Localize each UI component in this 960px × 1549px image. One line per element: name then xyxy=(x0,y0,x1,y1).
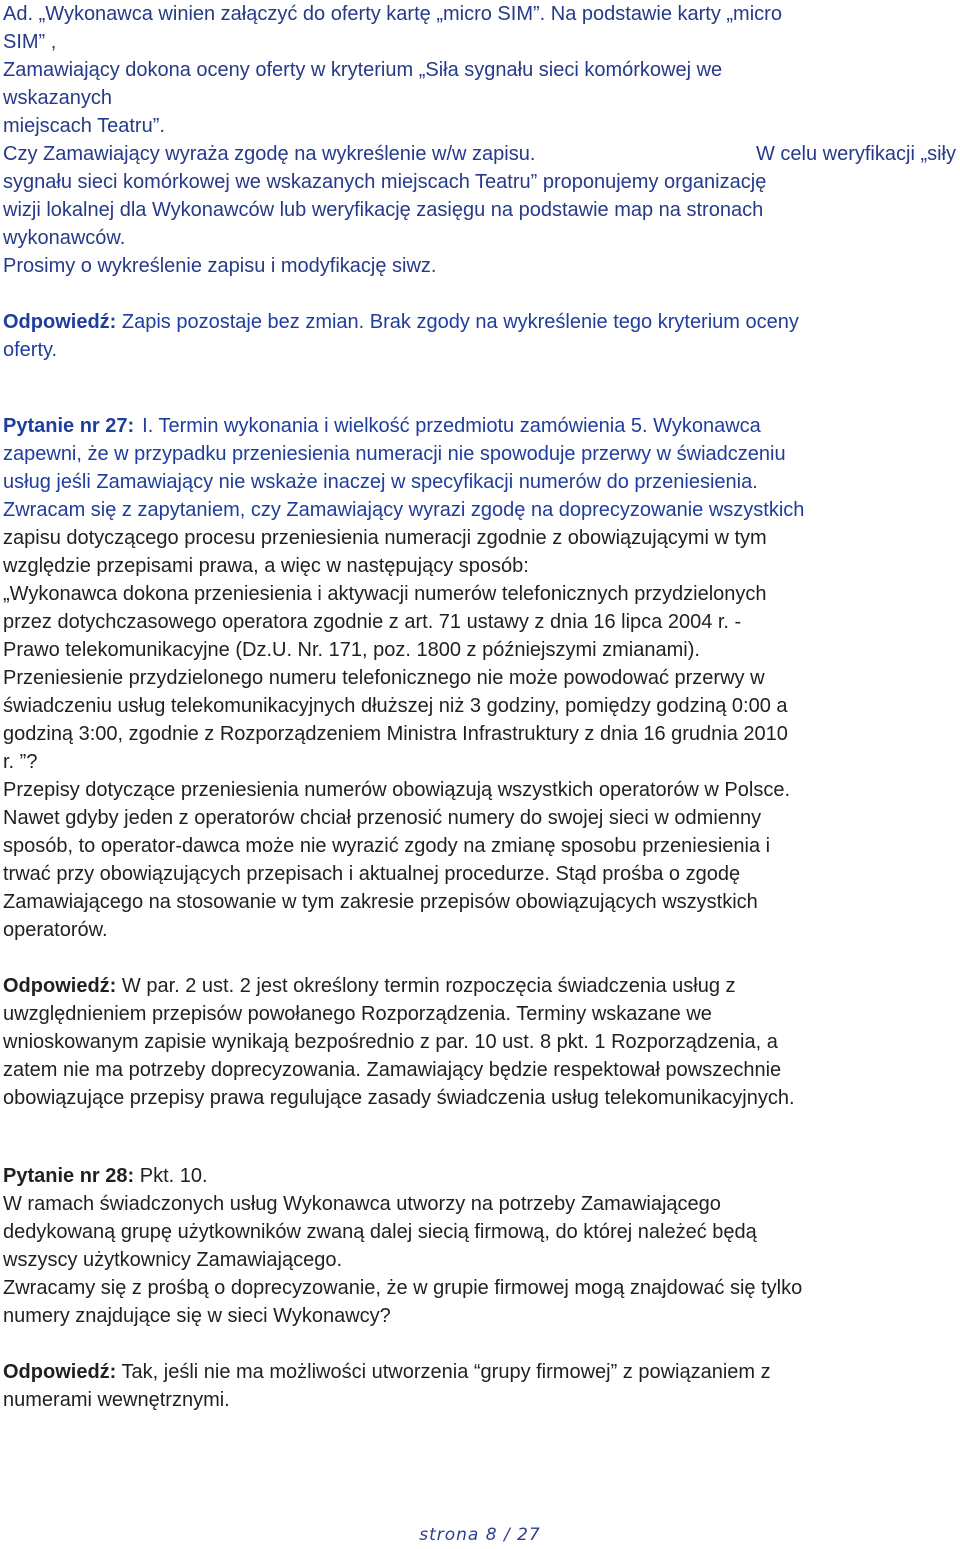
text-span: I. Termin wykonania i wielkość przedmiotu zamówienia 5. Wykonawca xyxy=(142,415,761,437)
text-line xyxy=(3,412,956,440)
text-line: wnioskowanym zapisie wynikają bezpośrednio z par. 10 ust. 8 pkt. 1 Rozporządzenia, a xyxy=(3,1031,778,1053)
text-line xyxy=(3,972,956,1000)
question-label: Pytanie nr 28: xyxy=(3,1165,135,1187)
text-line xyxy=(3,140,956,168)
text-line: oferty. xyxy=(3,339,58,361)
text-line: Ad. „Wykonawca winien załączyć do oferty kartę „micro SIM”. Na podstawie karty „micro xyxy=(3,3,782,25)
text-line: wszyscy użytkownicy Zamawiającego. xyxy=(3,1249,342,1271)
text-line: wykonawców. xyxy=(3,227,126,249)
text-line: sposób, to operator-dawca może nie wyrazić zgody na zmianę sposobu przeniesienia i xyxy=(3,835,771,857)
document-page xyxy=(3,0,956,1414)
text-line: godziną 3:00, zgodnie z Rozporządzeniem Ministra Infrastruktury z dnia 16 grudnia 2010 xyxy=(3,723,788,745)
answer-28-block xyxy=(3,1358,956,1414)
text-line: uwzględnieniem przepisów powołanego Rozporządzenia. Terminy wskazane we xyxy=(3,1003,712,1025)
text-line: dedykowaną grupę użytkowników zwaną dalej siecią firmową, do której należeć będą xyxy=(3,1221,757,1243)
text-span: W celu weryfikacji „siły xyxy=(755,143,956,165)
answer-26-block xyxy=(3,308,956,364)
text-line: Prawo telekomunikacyjne (Dz.U. Nr. 171, poz. 1800 z późniejszymi zmianami). xyxy=(3,639,700,661)
text-line: wskazanych xyxy=(3,87,112,109)
text-line: zapisu dotyczącego procesu przeniesienia numeracji zgodnie z obowiązującymi w tym xyxy=(3,527,767,549)
text-line: Zwracamy się z prośbą o doprecyzowanie, że w grupie firmowej mogą znajdować się tylko xyxy=(3,1277,803,1299)
text-line: SIM” , xyxy=(3,31,57,53)
text-line: numerami wewnętrznymi. xyxy=(3,1389,230,1411)
text-line: zatem nie ma potrzeby doprecyzowania. Zamawiający będzie respektował powszechnie xyxy=(3,1059,782,1081)
text-line: Przeniesienie przydzielonego numeru telefonicznego nie może powodować przerwy w xyxy=(3,667,765,689)
text-span: Pkt. 10. xyxy=(139,1165,208,1187)
text-line: r. ”? xyxy=(3,751,38,773)
text-line: przez dotychczasowego operatora zgodnie z art. 71 ustawy z dnia 16 lipca 2004 r. - xyxy=(3,611,742,633)
text-line: Prosimy o wykreślenie zapisu i modyfikację siwz. xyxy=(3,255,437,277)
question-26-block xyxy=(3,0,956,280)
answer-label: Odpowiedź: xyxy=(3,1361,117,1383)
question-28-block xyxy=(3,1162,956,1330)
text-line: usług jeśli Zamawiający nie wskaże inaczej w specyfikacji numerów do przeniesienia. xyxy=(3,471,758,493)
page-footer: strona 8 / 27 xyxy=(419,1525,541,1545)
text-span xyxy=(142,412,956,440)
answer-label: Odpowiedź: xyxy=(3,311,117,333)
question-label: Pytanie nr 27: xyxy=(3,415,135,437)
text-line: względzie przepisami prawa, a więc w następujący sposób: xyxy=(3,555,529,577)
text-span: Czy Zamawiający wyraża zgodę na wykreślenie w/w zapisu. xyxy=(3,143,536,165)
answer-text: Tak, jeśli nie ma możliwości utworzenia “grupy firmowej” z powiązaniem z xyxy=(121,1361,771,1383)
text-line: miejscach Teatru”. xyxy=(3,115,165,137)
text-line: Zwracam się z zapytaniem, czy Zamawiający wyrazi zgodę na doprecyzowanie wszystkich xyxy=(3,499,805,521)
text-line xyxy=(3,1358,956,1386)
answer-text: Zapis pozostaje bez zmian. Brak zgody na wykreślenie tego kryterium oceny xyxy=(121,311,799,333)
text-line: Nawet gdyby jeden z operatorów chciał przenosić numery do swojej sieci w odmienny xyxy=(3,807,762,829)
answer-text: W par. 2 ust. 2 jest określony termin rozpoczęcia świadczenia usług z xyxy=(121,975,736,997)
text-line xyxy=(3,1162,956,1190)
text-line: świadczeniu usług telekomunikacyjnych dłuższej niż 3 godziny, pomiędzy godziną 0:00 a xyxy=(3,695,788,717)
text-line: Zamawiającego na stosowanie w tym zakresie przepisów obowiązujących wszystkich xyxy=(3,891,758,913)
text-line: trwać przy obowiązujących przepisach i aktualnej procedurze. Stąd prośba o zgodę xyxy=(3,863,741,885)
text-line: obowiązujące przepisy prawa regulujące zasady świadczenia usług telekomunikacyjnych. xyxy=(3,1087,795,1109)
text-line: operatorów. xyxy=(3,919,108,941)
text-line: W ramach świadczonych usług Wykonawca utworzy na potrzeby Zamawiającego xyxy=(3,1193,721,1215)
answer-27-block xyxy=(3,972,956,1112)
text-line: wizji lokalnej dla Wykonawców lub weryfikację zasięgu na podstawie map na stronach xyxy=(3,199,764,221)
text-line: „Wykonawca dokona przeniesienia i aktywacji numerów telefonicznych przydzielonych xyxy=(3,583,767,605)
text-line: Przepisy dotyczące przeniesienia numerów obowiązują wszystkich operatorów w Polsce. xyxy=(3,779,791,801)
answer-label: Odpowiedź: xyxy=(3,975,117,997)
text-line xyxy=(3,308,956,336)
text-line: numery znajdujące się w sieci Wykonawcy? xyxy=(3,1305,391,1327)
text-line: sygnału sieci komórkowej we wskazanych miejscach Teatru” proponujemy organizację xyxy=(3,171,767,193)
question-27-block xyxy=(3,412,956,944)
text-line: zapewni, że w przypadku przeniesienia numeracji nie spowoduje przerwy w świadczeniu xyxy=(3,443,786,465)
text-line: Zamawiający dokona oceny oferty w kryterium „Siła sygnału sieci komórkowej we xyxy=(3,59,723,81)
